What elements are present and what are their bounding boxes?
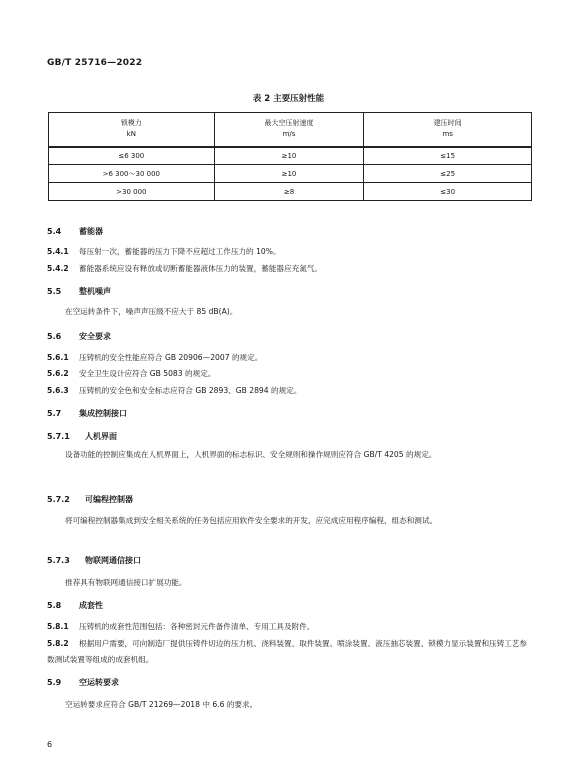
section-title: 安全要求 (79, 332, 111, 341)
column-unit: kN (126, 130, 136, 139)
section-heading (47, 600, 103, 611)
subsection-heading (47, 431, 117, 442)
section-number: 5.8 (47, 601, 62, 610)
section-title: 物联网通信接口 (85, 556, 141, 565)
subsection-heading (47, 494, 133, 505)
clause-number: 5.6.3 (47, 386, 69, 395)
column-header (364, 113, 532, 147)
clause-number: 5.8.1 (47, 622, 69, 631)
column-unit: ms (442, 130, 453, 139)
section-heading (47, 286, 111, 297)
clause-number: 5.6.1 (47, 353, 69, 362)
section-number: 5.7.2 (47, 495, 70, 504)
section-number: 5.4 (47, 227, 62, 236)
clause (47, 368, 215, 379)
column-name: 建压时间 (433, 119, 462, 128)
table-cell: >6 300～30 000 (49, 165, 215, 183)
section-title: 整机噪声 (79, 287, 111, 296)
table-header-row (49, 113, 532, 147)
table-cell: ≤6 300 (49, 147, 215, 165)
column-header (49, 113, 215, 147)
section-number: 5.6 (47, 332, 62, 341)
clause-number: 5.4.2 (47, 264, 69, 273)
column-header (214, 113, 364, 147)
section-title: 可编程控制器 (85, 495, 133, 504)
clause-text: 安全卫生设计应符合 GB 5083 的规定。 (79, 369, 216, 378)
clause (47, 621, 314, 632)
clause-text: 压铸机的安全性能应符合 GB 20906—2007 的规定。 (79, 353, 263, 362)
section-number: 5.7 (47, 409, 62, 418)
table-cell: >30 000 (49, 183, 215, 201)
table-cell: ≤30 (364, 183, 532, 201)
table-cell: ≤15 (364, 147, 532, 165)
clause-number: 5.8.2 (47, 639, 69, 648)
table-caption: 表 2 主要压射性能 (252, 94, 325, 104)
paragraph: 空运转要求应符合 GB/T 21269—2018 中 6.6 的要求。 (65, 700, 258, 709)
section-number: 5.7.3 (47, 556, 70, 565)
section-title: 集成控制接口 (79, 409, 127, 418)
performance-table (48, 112, 532, 201)
standard-number: GB/T 25716—2022 (47, 58, 143, 68)
clause-text: 根据用户需要，可向制造厂提供压铸件切边的压力机、浇料装置、取件装置、喷涂装置、液压抽芯装置、锁模力显示装置和压铸工艺参数测试装置等组成的成套机组。 (47, 639, 528, 664)
section-title: 蓄能器 (79, 227, 103, 236)
table-row (49, 183, 532, 201)
clause (47, 352, 262, 363)
section-number: 5.5 (47, 287, 62, 296)
paragraph: 在空运转条件下，噪声声压级不应大于 85 dB(A)。 (65, 307, 238, 316)
column-name: 最大空压射速度 (264, 119, 314, 128)
section-title: 空运转要求 (79, 678, 119, 687)
section-title: 成套性 (79, 601, 103, 610)
section-heading (47, 677, 119, 688)
section-number: 5.7.1 (47, 432, 70, 441)
section-heading (47, 331, 111, 342)
section-title: 人机界面 (85, 432, 117, 441)
column-name: 锁模力 (120, 119, 142, 128)
clause (47, 263, 322, 274)
clause-number: 5.6.2 (47, 369, 69, 378)
table-row (49, 165, 532, 183)
page-number: 6 (47, 740, 53, 749)
clause-text: 蓄能器系统应设有释放或切断蓄能器液体压力的装置，蓄能器应充氮气。 (79, 264, 322, 273)
table-cell: ≥10 (214, 147, 364, 165)
clause (47, 636, 531, 668)
table-row (49, 147, 532, 165)
paragraph: 推荐具有物联网通信接口扩展功能。 (65, 578, 187, 587)
table-cell: ≥10 (214, 165, 364, 183)
table-cell: ≤25 (364, 165, 532, 183)
clause-number: 5.4.1 (47, 247, 69, 256)
clause-text: 每压射一次，蓄能器的压力下降不应超过工作压力的 10%。 (79, 247, 281, 256)
section-heading (47, 226, 103, 237)
clause (47, 246, 281, 257)
paragraph: 设备功能的控制应集成在人机界面上，人机界面的标志标识、安全规则和操作规则应符合 GB/T 4205 的规定。 (65, 450, 437, 459)
column-unit: m/s (282, 130, 296, 139)
section-heading (47, 408, 127, 419)
clause-text: 压铸机的成套性范围包括：各种密封元件备件清单、专用工具及附件。 (79, 622, 315, 631)
clause-text: 压铸机的安全色和安全标志应符合 GB 2893、GB 2894 的规定。 (79, 386, 302, 395)
table-cell: ≥8 (214, 183, 364, 201)
subsection-heading (47, 555, 141, 566)
section-number: 5.9 (47, 678, 62, 687)
clause (47, 385, 301, 396)
paragraph: 将可编程控制器集成到安全相关系统的任务包括应用软件安全要求的开发，应完成应用程序编程、组态和测试。 (65, 516, 438, 525)
